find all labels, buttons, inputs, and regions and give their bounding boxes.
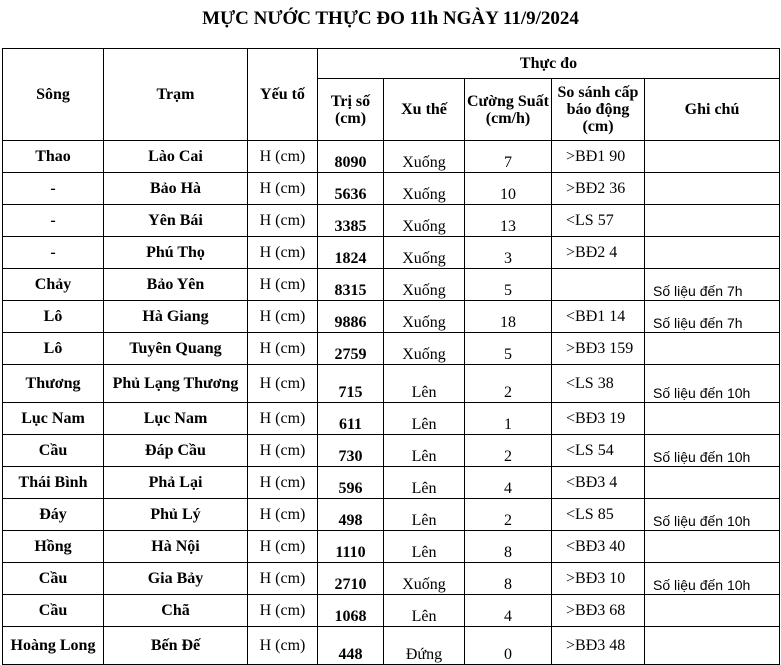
cell-so-sanh: <BĐ3 19 bbox=[552, 403, 645, 435]
cell-so-sanh: >BĐ2 36 bbox=[552, 173, 645, 205]
cell-so-sanh: >BĐ2 4 bbox=[552, 237, 645, 269]
cell-tram: Gia Bảy bbox=[104, 563, 248, 595]
cell-cuong-suat: 2 bbox=[465, 499, 552, 531]
cell-song: Cầu bbox=[3, 595, 104, 627]
cell-yeu-to: H (cm) bbox=[248, 435, 318, 467]
table-row bbox=[3, 531, 780, 563]
cell-tram: Yên Bái bbox=[104, 205, 248, 237]
cell-xu-the: Xuống bbox=[384, 237, 465, 269]
cell-cuong-suat: 8 bbox=[465, 563, 552, 595]
cell-tram: Hà Nội bbox=[104, 531, 248, 563]
cell-tram: Phủ Lạng Thương bbox=[104, 365, 248, 403]
cell-tram: Lục Nam bbox=[104, 403, 248, 435]
cell-yeu-to: H (cm) bbox=[248, 333, 318, 365]
cell-yeu-to: H (cm) bbox=[248, 173, 318, 205]
cell-tri-so: 448 bbox=[318, 627, 384, 665]
cell-cuong-suat: 1 bbox=[465, 403, 552, 435]
cell-yeu-to: H (cm) bbox=[248, 301, 318, 333]
table-row bbox=[3, 595, 780, 627]
header-yeu-to: Yếu tố bbox=[248, 49, 318, 141]
cell-song: Lô bbox=[3, 301, 104, 333]
cell-tri-so: 715 bbox=[318, 365, 384, 403]
cell-tram: Bảo Yên bbox=[104, 269, 248, 301]
table-row bbox=[3, 627, 780, 665]
cell-tri-so: 596 bbox=[318, 467, 384, 499]
cell-cuong-suat: 4 bbox=[465, 467, 552, 499]
cell-ghi-chu: Số liệu đến 10h bbox=[645, 365, 780, 403]
cell-ghi-chu bbox=[645, 403, 780, 435]
cell-tri-so: 1110 bbox=[318, 531, 384, 563]
cell-tram: Phả Lại bbox=[104, 467, 248, 499]
cell-ghi-chu: Số liệu đến 10h bbox=[645, 499, 780, 531]
cell-tri-so: 8090 bbox=[318, 141, 384, 173]
cell-tram: Đáp Cầu bbox=[104, 435, 248, 467]
cell-so-sanh: <LS 38 bbox=[552, 365, 645, 403]
cell-tri-so: 1068 bbox=[318, 595, 384, 627]
cell-xu-the: Lên bbox=[384, 365, 465, 403]
cell-tram: Bến Đế bbox=[104, 627, 248, 665]
cell-ghi-chu bbox=[645, 333, 780, 365]
cell-xu-the: Đứng bbox=[384, 627, 465, 665]
table-row bbox=[3, 269, 780, 301]
cell-tri-so: 2759 bbox=[318, 333, 384, 365]
cell-xu-the: Lên bbox=[384, 499, 465, 531]
cell-song: - bbox=[3, 237, 104, 269]
cell-so-sanh: >BĐ1 90 bbox=[552, 141, 645, 173]
table-row bbox=[3, 141, 780, 173]
cell-so-sanh: >BĐ3 10 bbox=[552, 563, 645, 595]
cell-ghi-chu bbox=[645, 237, 780, 269]
table-row bbox=[3, 173, 780, 205]
cell-so-sanh: <BĐ1 14 bbox=[552, 301, 645, 333]
cell-song: Chảy bbox=[3, 269, 104, 301]
cell-so-sanh: >BĐ3 48 bbox=[552, 627, 645, 665]
table-row bbox=[3, 205, 780, 237]
cell-ghi-chu bbox=[645, 173, 780, 205]
cell-tram: Lào Cai bbox=[104, 141, 248, 173]
cell-yeu-to: H (cm) bbox=[248, 563, 318, 595]
cell-song: Cầu bbox=[3, 435, 104, 467]
cell-cuong-suat: 10 bbox=[465, 173, 552, 205]
cell-tram: Phủ Lý bbox=[104, 499, 248, 531]
cell-tri-so: 2710 bbox=[318, 563, 384, 595]
cell-ghi-chu: Số liệu đến 10h bbox=[645, 563, 780, 595]
cell-song: - bbox=[3, 205, 104, 237]
cell-yeu-to: H (cm) bbox=[248, 237, 318, 269]
cell-song: Hoàng Long bbox=[3, 627, 104, 665]
cell-so-sanh: >BĐ3 159 bbox=[552, 333, 645, 365]
cell-tram: Hà Giang bbox=[104, 301, 248, 333]
cell-ghi-chu bbox=[645, 531, 780, 563]
cell-xu-the: Xuống bbox=[384, 301, 465, 333]
cell-ghi-chu bbox=[645, 205, 780, 237]
table-row bbox=[3, 301, 780, 333]
cell-ghi-chu: Số liệu đến 7h bbox=[645, 301, 780, 333]
table-row bbox=[3, 237, 780, 269]
cell-cuong-suat: 2 bbox=[465, 435, 552, 467]
cell-song: Đáy bbox=[3, 499, 104, 531]
cell-xu-the: Lên bbox=[384, 595, 465, 627]
cell-yeu-to: H (cm) bbox=[248, 269, 318, 301]
cell-song: Thương bbox=[3, 365, 104, 403]
cell-xu-the: Xuống bbox=[384, 333, 465, 365]
table-row bbox=[3, 435, 780, 467]
cell-cuong-suat: 4 bbox=[465, 595, 552, 627]
cell-song: Hồng bbox=[3, 531, 104, 563]
cell-xu-the: Xuống bbox=[384, 205, 465, 237]
header-ghi-chu: Ghi chú bbox=[645, 79, 780, 141]
cell-yeu-to: H (cm) bbox=[248, 499, 318, 531]
cell-yeu-to: H (cm) bbox=[248, 365, 318, 403]
cell-cuong-suat: 7 bbox=[465, 141, 552, 173]
cell-cuong-suat: 8 bbox=[465, 531, 552, 563]
cell-yeu-to: H (cm) bbox=[248, 531, 318, 563]
header-cuong-suat: Cường Suất (cm/h) bbox=[465, 79, 552, 141]
cell-xu-the: Lên bbox=[384, 435, 465, 467]
cell-xu-the: Lên bbox=[384, 467, 465, 499]
cell-so-sanh: <LS 57 bbox=[552, 205, 645, 237]
cell-yeu-to: H (cm) bbox=[248, 595, 318, 627]
cell-yeu-to: H (cm) bbox=[248, 467, 318, 499]
header-thuc-do: Thực đo bbox=[318, 49, 780, 79]
cell-tri-so: 730 bbox=[318, 435, 384, 467]
header-so-sanh: So sánh cấp báo động (cm) bbox=[552, 79, 645, 141]
cell-so-sanh: <LS 85 bbox=[552, 499, 645, 531]
cell-song: Lục Nam bbox=[3, 403, 104, 435]
cell-cuong-suat: 3 bbox=[465, 237, 552, 269]
cell-song: Thao bbox=[3, 141, 104, 173]
header-xu-the: Xu thế bbox=[384, 79, 465, 141]
cell-song: Cầu bbox=[3, 563, 104, 595]
cell-so-sanh: <BĐ3 4 bbox=[552, 467, 645, 499]
table-row bbox=[3, 333, 780, 365]
cell-song: - bbox=[3, 173, 104, 205]
cell-ghi-chu: Số liệu đến 7h bbox=[645, 269, 780, 301]
cell-yeu-to: H (cm) bbox=[248, 627, 318, 665]
cell-cuong-suat: 18 bbox=[465, 301, 552, 333]
cell-tri-so: 8315 bbox=[318, 269, 384, 301]
water-level-table bbox=[2, 48, 780, 665]
cell-yeu-to: H (cm) bbox=[248, 205, 318, 237]
cell-cuong-suat: 2 bbox=[465, 365, 552, 403]
header-tri-so: Trị số (cm) bbox=[318, 79, 384, 141]
cell-ghi-chu bbox=[645, 627, 780, 665]
header-tram: Trạm bbox=[104, 49, 248, 141]
cell-tram: Bảo Hà bbox=[104, 173, 248, 205]
cell-ghi-chu bbox=[645, 467, 780, 499]
cell-ghi-chu bbox=[645, 141, 780, 173]
cell-song: Lô bbox=[3, 333, 104, 365]
cell-xu-the: Xuống bbox=[384, 141, 465, 173]
cell-yeu-to: H (cm) bbox=[248, 141, 318, 173]
header-song: Sông bbox=[3, 49, 104, 141]
table-row bbox=[3, 365, 780, 403]
cell-tri-so: 1824 bbox=[318, 237, 384, 269]
cell-tri-so: 9886 bbox=[318, 301, 384, 333]
table-row bbox=[3, 403, 780, 435]
cell-cuong-suat: 13 bbox=[465, 205, 552, 237]
cell-ghi-chu: Số liệu đến 10h bbox=[645, 435, 780, 467]
cell-tram: Chã bbox=[104, 595, 248, 627]
cell-tri-so: 5636 bbox=[318, 173, 384, 205]
cell-cuong-suat: 0 bbox=[465, 627, 552, 665]
cell-xu-the: Xuống bbox=[384, 563, 465, 595]
cell-tri-so: 3385 bbox=[318, 205, 384, 237]
cell-xu-the: Lên bbox=[384, 531, 465, 563]
cell-so-sanh bbox=[552, 269, 645, 301]
cell-song: Thái Bình bbox=[3, 467, 104, 499]
cell-ghi-chu bbox=[645, 595, 780, 627]
table-row bbox=[3, 563, 780, 595]
cell-tram: Phú Thọ bbox=[104, 237, 248, 269]
cell-tram: Tuyên Quang bbox=[104, 333, 248, 365]
cell-tri-so: 498 bbox=[318, 499, 384, 531]
cell-so-sanh: >BĐ3 68 bbox=[552, 595, 645, 627]
cell-so-sanh: <BĐ3 40 bbox=[552, 531, 645, 563]
cell-so-sanh: <LS 54 bbox=[552, 435, 645, 467]
table-row bbox=[3, 499, 780, 531]
page-title: MỰC NƯỚC THỰC ĐO 11h NGÀY 11/9/2024 bbox=[202, 8, 579, 29]
cell-xu-the: Xuống bbox=[384, 173, 465, 205]
cell-yeu-to: H (cm) bbox=[248, 403, 318, 435]
cell-xu-the: Xuống bbox=[384, 269, 465, 301]
cell-cuong-suat: 5 bbox=[465, 333, 552, 365]
table-row bbox=[3, 467, 780, 499]
cell-xu-the: Lên bbox=[384, 403, 465, 435]
cell-cuong-suat: 5 bbox=[465, 269, 552, 301]
cell-tri-so: 611 bbox=[318, 403, 384, 435]
